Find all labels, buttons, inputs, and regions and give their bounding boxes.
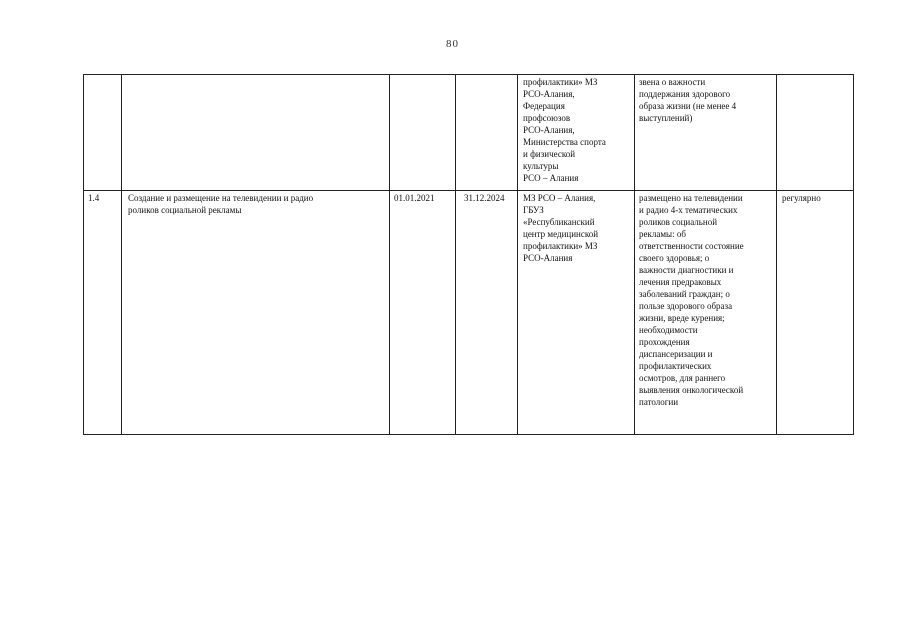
plan-table <box>83 74 854 435</box>
start-date-cell <box>390 75 456 191</box>
table-row <box>84 191 854 435</box>
executors-cell: профилактики» МЗ РСО-Алания, Федерация профсоюзов РСО-Алания, Министерства спорта и физической культуры РСО – Алания <box>518 75 635 191</box>
start-date-cell: 01.01.2021 <box>390 191 456 435</box>
table-row <box>84 75 854 191</box>
end-date-cell <box>456 75 518 191</box>
end-date-cell: 31.12.2024 <box>456 191 518 435</box>
result-cell: размещено на телевидении и радио 4-х тематических роликов социальной рекламы: об ответственности состояние своего здоровья; о важности диагностики и лечения предраковых заболеваний граждан; о пользе здорового образа жизни, вреде курения; необходимости прохождения диспансеризации и профилактических осмотров, для раннего выявления онкологической патологии <box>635 191 777 435</box>
row-number-cell <box>84 75 122 191</box>
activity-name-cell: Создание и размещение на телевидении и радио роликов социальной рекламы <box>122 191 390 435</box>
row-number-cell: 1.4 <box>84 191 122 435</box>
page-number: 80 <box>446 38 459 50</box>
period-cell <box>777 75 854 191</box>
period-cell: регулярно <box>777 191 854 435</box>
executors-cell: МЗ РСО – Алания, ГБУЗ «Республиканский центр медицинской профилактики» МЗ РСО-Алания <box>518 191 635 435</box>
result-cell: звена о важности поддержания здорового образа жизни (не менее 4 выступлений) <box>635 75 777 191</box>
activity-name-cell <box>122 75 390 191</box>
